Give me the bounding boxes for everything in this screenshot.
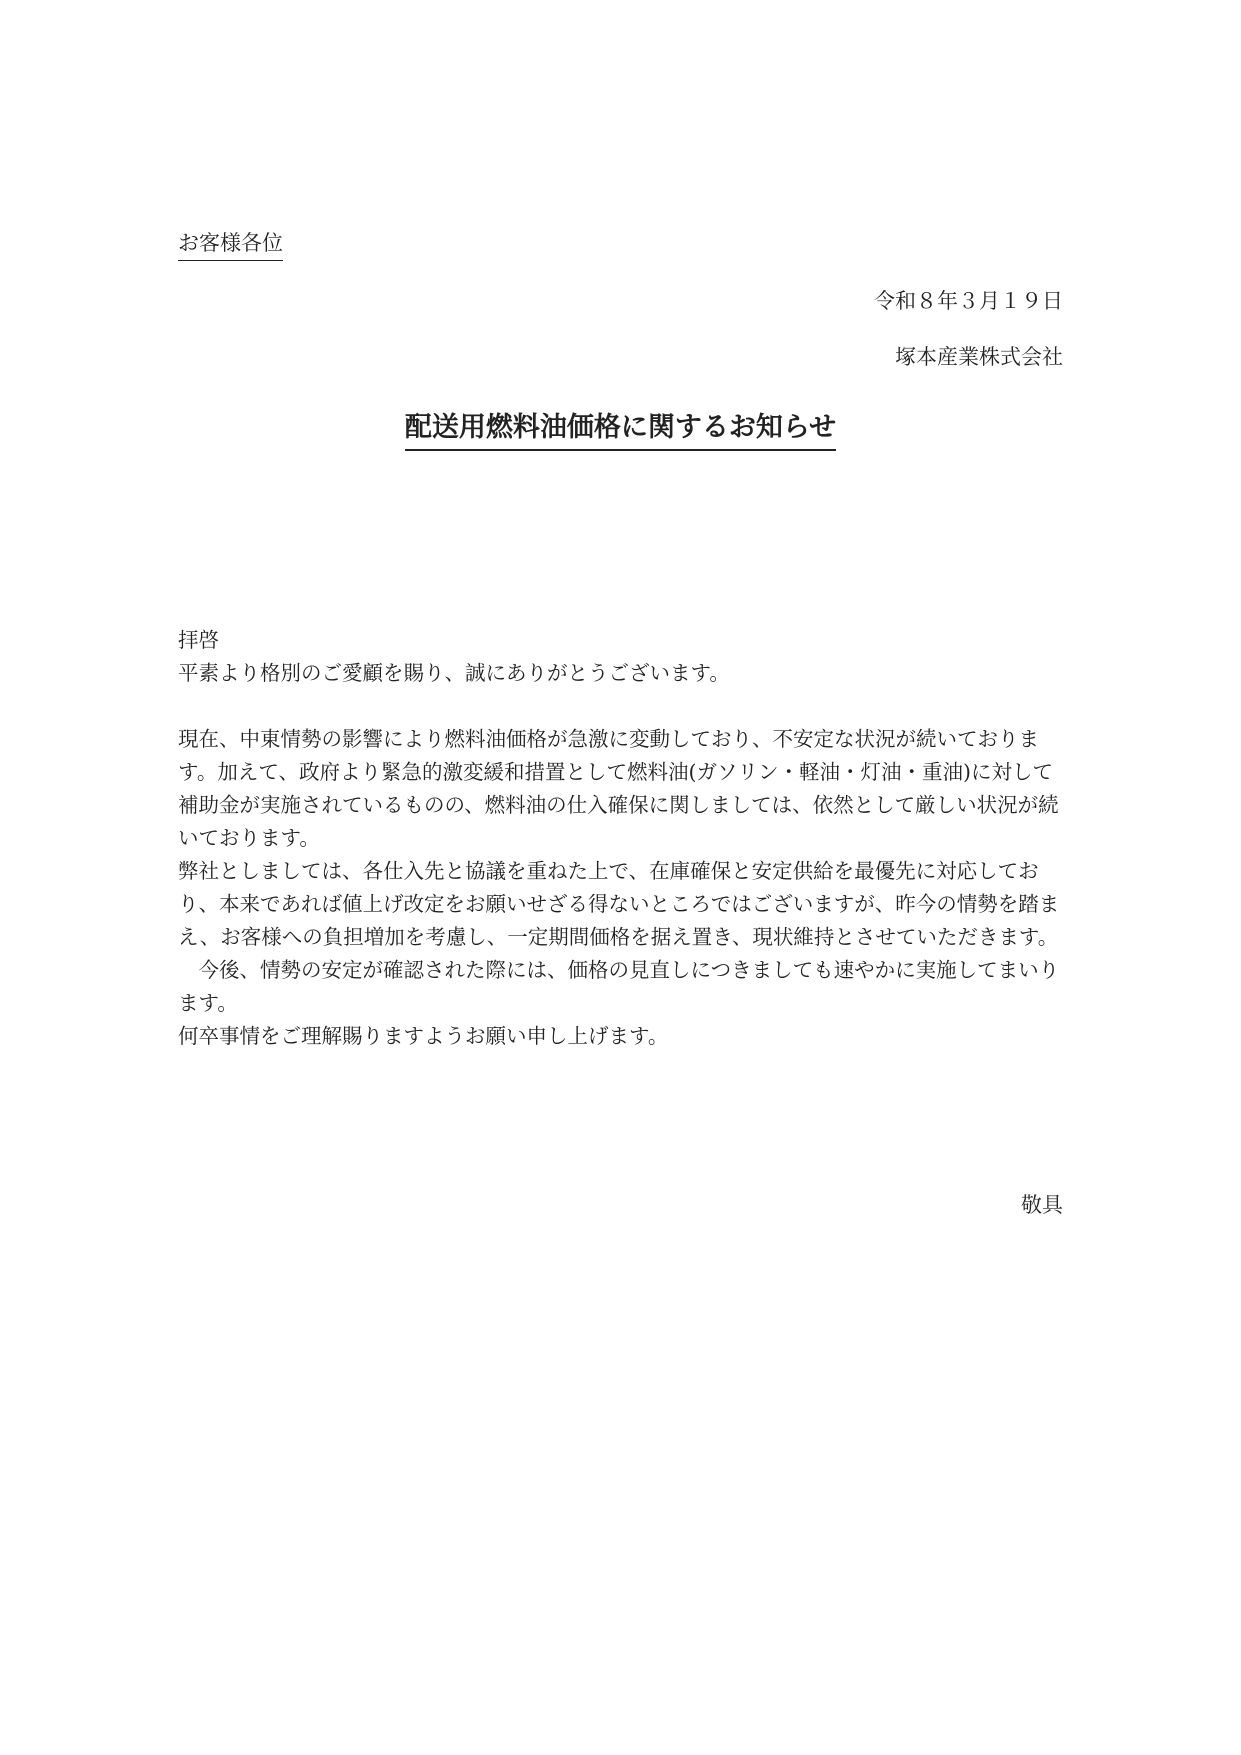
document-date: 令和８年３月１９日 — [874, 289, 1063, 313]
paragraph-request: 何卒事情をご理解賜りますようお願い申し上げます。 — [178, 1024, 669, 1048]
salutation: 拝啓 — [178, 628, 219, 652]
paragraph-spacer — [178, 690, 1066, 723]
closing-remark: 敬具 — [1021, 1193, 1063, 1217]
paragraph-future-plan: 今後、情勢の安定が確認された際には、価格の見直しにつきましても速やかに実施してまいります。 — [178, 958, 1060, 1015]
addressee: お客様各位 — [178, 228, 283, 261]
greeting: 平素より格別のご愛顧を賜り、誠にありがとうございます。 — [178, 661, 730, 685]
company-name: 塚本産業株式会社 — [895, 345, 1063, 369]
paragraph-company-response: 弊社としましては、各仕入先と協議を重ねた上で、在庫確保と安定供給を最優先に対応しており、本来であれば値上げ改定をお願いせざる得ないところではございますが、昨今の情勢を踏まえ、お客様への負担増加を考慮し、一定期間価格を据え置き、現状維持とさせていただきます。 — [178, 859, 1060, 949]
paragraph-situation: 現在、中東情勢の影響により燃料油価格が急激に変動しており、不安定な状況が続いております。加えて、政府より緊急的激変緩和措置として燃料油(ガソリン・軽油・灯油・重油)に対して補助金が実施されているものの、燃料油の仕入確保に関しましては、依然として厳しい状況が続いております。 — [178, 727, 1059, 850]
title-container — [0, 410, 1241, 451]
letter-body — [178, 624, 1066, 1053]
page-title: 配送用燃料油価格に関するお知らせ — [405, 410, 836, 451]
